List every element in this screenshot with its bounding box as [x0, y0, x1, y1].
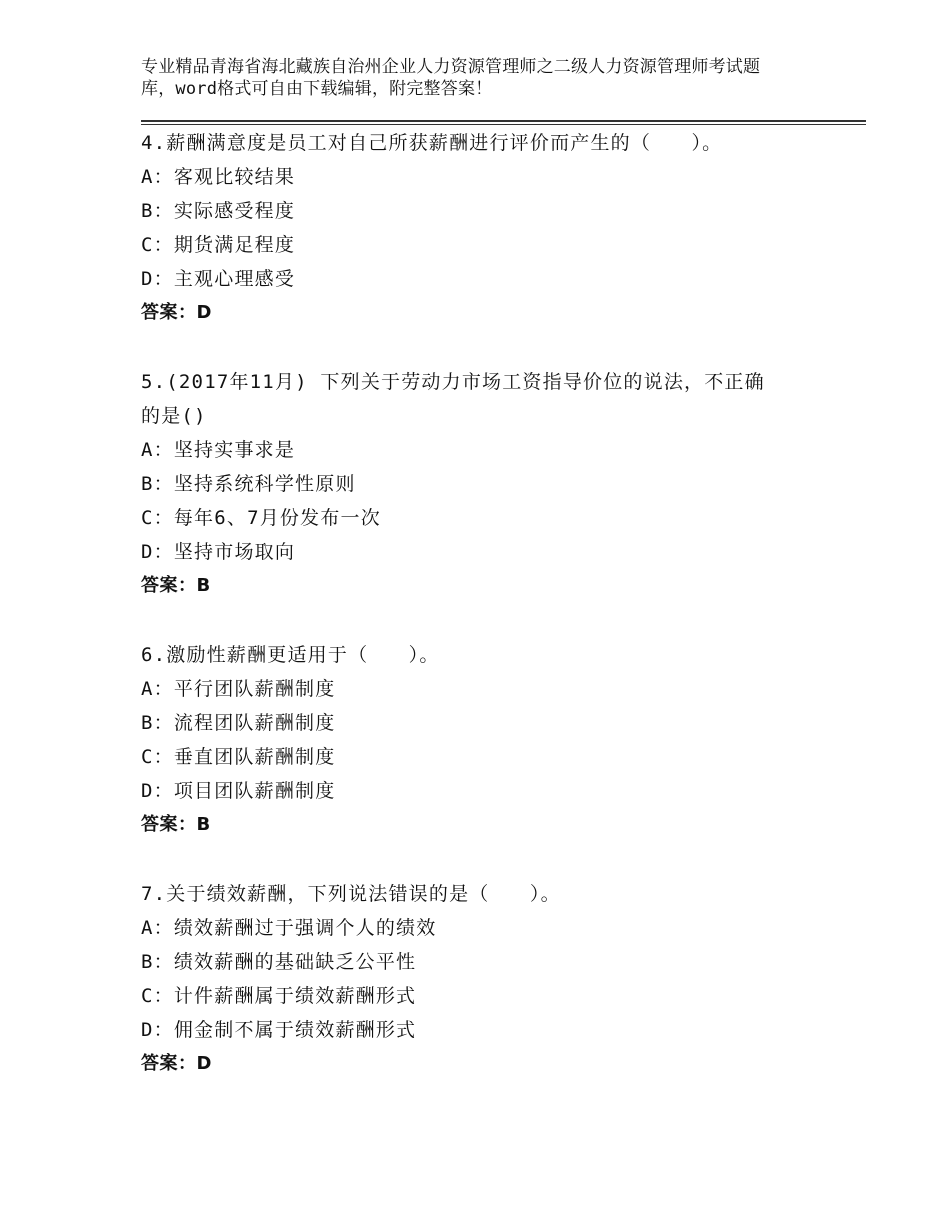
option-b: B：流程团队薪酬制度 [141, 712, 336, 734]
question-block [141, 126, 821, 330]
option-b: B：绩效薪酬的基础缺乏公平性 [141, 951, 417, 973]
question-stem: 4.薪酬满意度是员工对自己所获薪酬进行评价而产生的（ ）。 [141, 132, 723, 154]
question-block [141, 638, 821, 842]
header-rule-thin [141, 124, 866, 125]
question-stem: 5.(2017年11月) 下列关于劳动力市场工资指导价位的说法，不正确 [141, 371, 765, 393]
question-stem-continued: 的是() [141, 405, 207, 427]
option-d: D：项目团队薪酬制度 [141, 780, 336, 802]
question-block [141, 877, 821, 1081]
option-b: B：实际感受程度 [141, 200, 296, 222]
answer-label: 答案：D [141, 302, 212, 323]
option-c: C：计件薪酬属于绩效薪酬形式 [141, 985, 417, 1007]
question-block [141, 365, 821, 603]
option-a: A：客观比较结果 [141, 166, 296, 188]
option-d: D：佣金制不属于绩效薪酬形式 [141, 1019, 417, 1041]
option-c: C：垂直团队薪酬制度 [141, 746, 336, 768]
header-line-1: 专业精品青海省海北藏族自治州企业人力资源管理师之二级人力资源管理师考试题 [141, 57, 761, 77]
answer-label: 答案：D [141, 1053, 212, 1074]
option-d: D：主观心理感受 [141, 268, 296, 290]
question-stem: 7.关于绩效薪酬，下列说法错误的是（ ）。 [141, 883, 561, 905]
header-rule-thick [141, 120, 866, 122]
answer-label: 答案：B [141, 575, 211, 596]
option-a: A：绩效薪酬过于强调个人的绩效 [141, 917, 437, 939]
answer-label: 答案：B [141, 814, 211, 835]
option-b: B：坚持系统科学性原则 [141, 473, 356, 495]
option-a: A：平行团队薪酬制度 [141, 678, 336, 700]
option-c: C：每年6、7月份发布一次 [141, 507, 381, 529]
document-header [141, 56, 841, 100]
header-line-2: 库，word格式可自由下载编辑，附完整答案！ [141, 79, 493, 99]
option-c: C：期货满足程度 [141, 234, 296, 256]
option-a: A：坚持实事求是 [141, 439, 296, 461]
option-d: D：坚持市场取向 [141, 541, 296, 563]
question-stem: 6.激励性薪酬更适用于（ ）。 [141, 644, 440, 666]
